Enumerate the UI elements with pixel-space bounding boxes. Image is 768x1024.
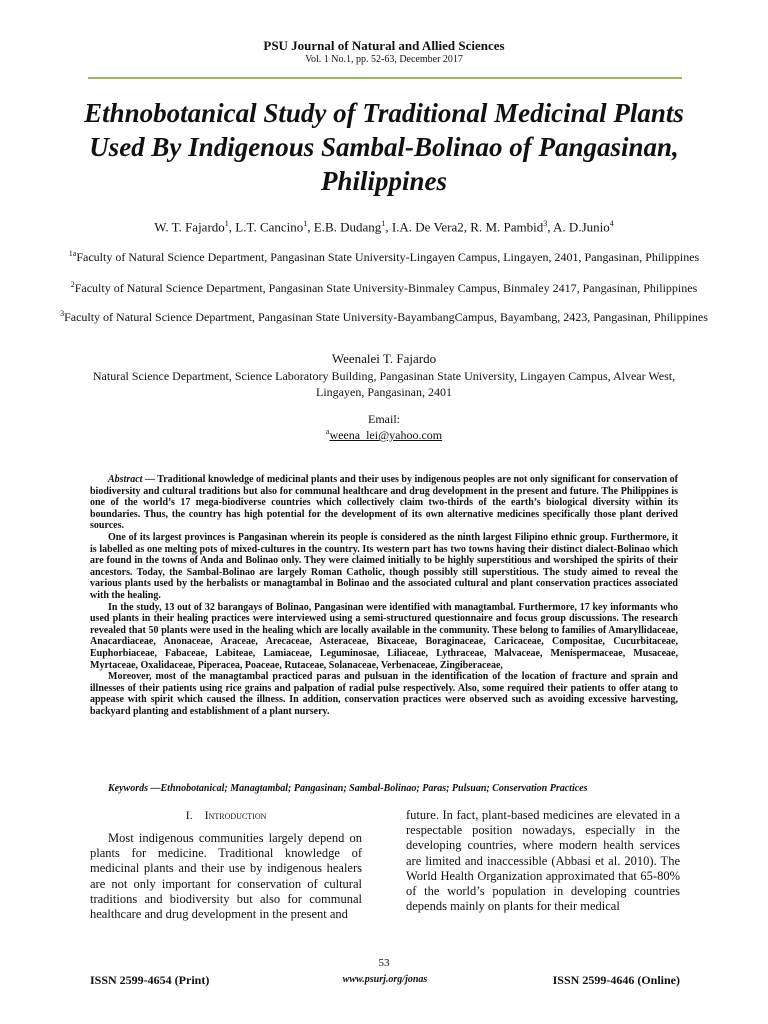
author-sup: 1 <box>381 219 386 228</box>
author-name: W. T. Fajardo <box>154 219 225 235</box>
affiliation-sup: 1a <box>68 249 77 258</box>
issn-online: ISSN 2599-4646 (Online) <box>552 973 680 987</box>
journal-name: PSU Journal of Natural and Allied Sciences <box>263 38 505 53</box>
affiliation-text: Faculty of Natural Science Department, Pangasinan State University-Binmaley Campus, Binmaley 2417, Pangasinan, Philippines <box>74 281 698 295</box>
author-name: A. D.Junio <box>553 219 610 235</box>
issn-print: ISSN 2599-4654 (Print) <box>90 973 210 987</box>
corresponding-author-affiliation: Natural Science Department, Science Laboratory Building, Pangasinan State University, Lingayen Campus, Alvear West, Lingayen, Pangasinan, 2401 <box>92 369 676 399</box>
abstract-paragraph-4: Moreover, most of the managtambal practiced paras and pulsuan in the identification of the location of fracture and sprain and illnesses of their patients using rice grains and palpation of radial pulse respectively. Also, some required their patients to offer atang to appease with spirit which caused the illness. In addition, conservation practices were observed such as avoiding excessive harvesting, backyard planting and establishment of a plant nursery. <box>90 671 678 717</box>
author-sup: 1 <box>224 219 229 228</box>
column-left <box>90 808 362 922</box>
abstract-paragraph-2: One of its largest provinces is Pangasinan wherein its people is considered as the ninth largest Filipino ethnic group. Furthermore, it is labelled as one melting pots of mixed-cultures in the country. Its western part has two towns having their distinct dialect-Bolinao which are found in the towns of Anda and Bolinao only. They were claimed initially to be highly superstitious and worshiped the spirits of their ancestors. Today, the Sambal-Bolinao are largely Roman Catholic, though possibly still superstitious. The study aimed to reveal the various plants used by the herbalists or managtambal in Bolinao and the associated cultural and plant conservation practices associated with the healing. <box>90 531 678 601</box>
affiliation-2 <box>60 277 708 296</box>
email-link[interactable]: weena_lei@yahoo.com <box>329 428 443 442</box>
email-line <box>0 427 768 443</box>
corresponding-author-name: Weenalei T. Fajardo <box>331 351 437 366</box>
author-name: I.A. De Vera2 <box>391 219 464 235</box>
author-sup: 4 <box>609 219 614 228</box>
affiliation-sup: 2 <box>70 280 75 289</box>
abstract-paragraph-1 <box>90 474 678 532</box>
abstract <box>90 474 678 717</box>
author-name: L.T. Cancino <box>235 219 304 235</box>
journal-website-link[interactable]: www.psurj.org/jonas <box>342 974 428 985</box>
abstract-text: — Traditional knowledge of medicinal plants and their uses by indigenous peoples are not only significant for conservation of biodiversity and cultural traditions but also for communal healthcare and drug development in the present and future. The Philippines is one of the world’s 17 mega-biodiverse countries which collectively claim two-thirds of the earth’s biological diversity within its boundaries. Thus, the country has high potential for the development of its own alternative medicines specifically those plant derived sources. <box>90 474 679 532</box>
section-title: Introduction <box>204 808 267 822</box>
intro-paragraph-left: Most indigenous communities largely depend on plants for medicine. Traditional knowledge of medicinal plants and their use by indigenous healers are not only important for conservation of cultural traditions and biodiversity but also for communal healthcare and drug development in the present and <box>90 831 362 922</box>
author-list: W. T. Fajardo$^1$, L.T. Cancino$^1$, E.B. Dudang$^1$, I.A. De Vera2, R. M. Pambid$^3$, A. D.Junio$^4$ <box>154 219 614 235</box>
email-label: Email: <box>368 412 400 426</box>
column-right <box>406 808 680 914</box>
author-name: R. M. Pambid <box>470 219 544 235</box>
affiliation-1 <box>60 246 708 265</box>
intro-paragraph-right: future. In fact, plant-based medicines are elevated in a respectable position nowadays, especially in the developing countries, where modern health services are limited and inaccessible (Abbasi et al. 2010). The World Health Organization approximated that 65-80% of the world’s population in developing countries depends mainly on plants for their medical <box>406 808 680 914</box>
affiliation-sup: 3 <box>60 309 65 318</box>
article-title: Ethnobotanical Study of Traditional Medicinal Plants Used By Indigenous Sambal-Bolinao of Pangasinan, Philippines <box>84 98 684 196</box>
abstract-label: Abstract <box>108 474 143 485</box>
author-sup: 1 <box>303 219 308 228</box>
keywords: Keywords —Ethnobotanical; Managtambal; Pangasinan; Sambal-Bolinao; Paras; Pulsuan; Conservation Practices <box>108 783 588 794</box>
journal-volume: Vol. 1 No.1, pp. 52-63, December 2017 <box>305 54 463 65</box>
section-number: I. <box>185 808 193 822</box>
affiliation-3 <box>60 306 708 325</box>
abstract-paragraph-3: In the study, 13 out of 32 barangays of Bolinao, Pangasinan were identified with managtambal. Furthermore, 17 key informants who used plants in their healing practices were interviewed using a semi-structured questionnaire and focus group discussions. The research revealed that 50 plants were used in the healing which are locally available in the community. These belong to families of Amaryllidaceae, Anacardiaceae, Anonaceae, Araceae, Arecaceae, Asteraceae, Bixaceae, Boraginaceae, Caricaceae, Compositae, Cucurbitaceae, Euphorbiaceae, Fabaceae, Labiteae, Lamiaceae, Leguminosae, Liliaceae, Lythraceae, Malvaceae, Menispermaceae, Musaceae, Myrtaceae, Oxalidaceae, Piperacea, Poaceae, Rutaceae, Solanaceae, Verbenaceae, Zingiberaceae, <box>90 601 678 671</box>
page-number: 53 <box>378 957 390 969</box>
affiliation-text: Faculty of Natural Science Department, Pangasinan State University-Lingayen Campus, Lingayen, 2401, Pangasinan, Philippines <box>76 250 700 264</box>
affiliation-text: Faculty of Natural Science Department, Pangasinan State University-BayambangCampus, Bayambang, 2423, Pangasinan, Philippines <box>64 310 708 324</box>
email-sup: a <box>325 427 330 436</box>
author-sup: 3 <box>543 219 548 228</box>
section-heading <box>90 808 362 823</box>
author-name: E.B. Dudang <box>313 219 382 235</box>
header-rule <box>88 77 682 79</box>
